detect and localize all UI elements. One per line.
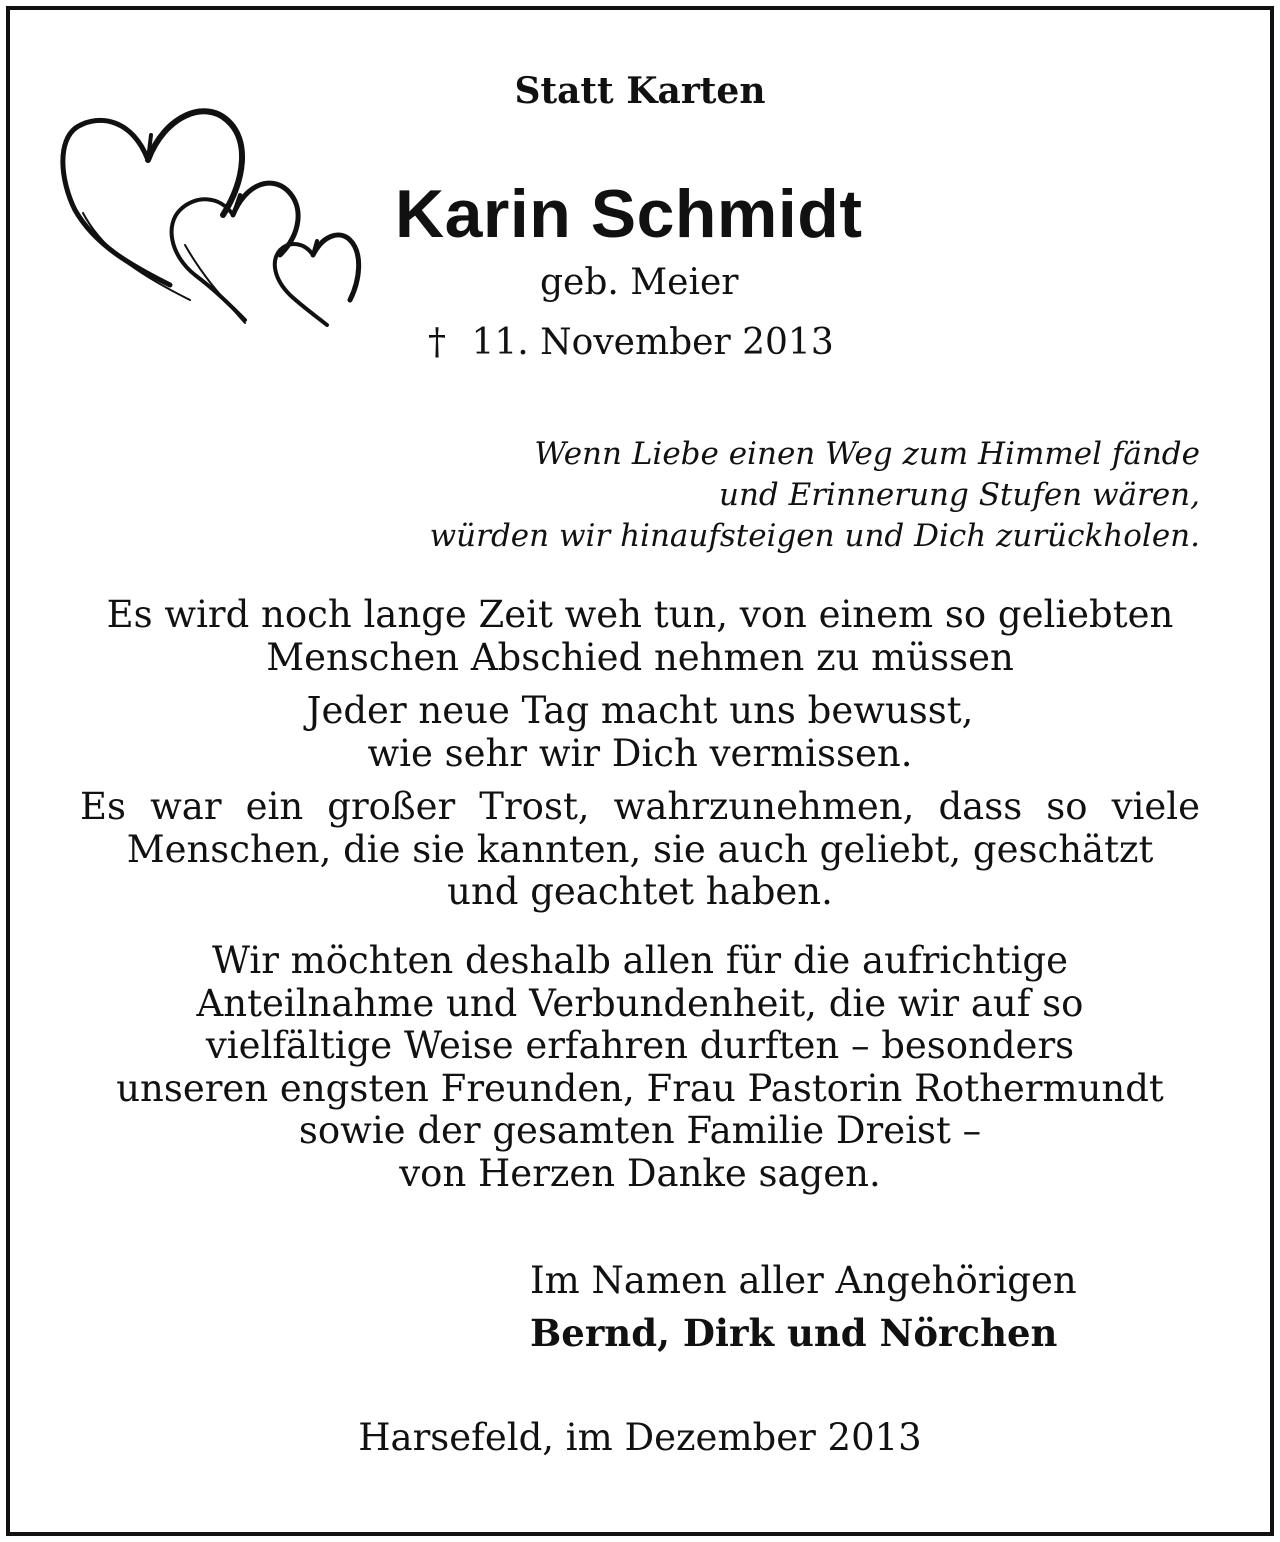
death-date-line: [428, 322, 834, 363]
paragraph-thanks: [80, 940, 1200, 1195]
paragraph-line: Es wird noch lange Zeit weh tun, von einem so geliebten: [106, 593, 1174, 636]
paragraph-line: Menschen, die sie kannten, sie auch geliebt, geschätzt: [126, 827, 1154, 871]
maiden-name: geb. Meier: [540, 262, 739, 303]
paragraph-line: und geachtet haben.: [447, 870, 833, 913]
cross-icon: †: [428, 322, 446, 363]
three-hearts-icon: [55, 95, 375, 340]
paragraph-line: Menschen Abschied nehmen zu müssen: [266, 635, 1014, 679]
signature-names: Bernd, Dirk und Nörchen: [530, 1311, 1058, 1355]
death-date: 11. November 2013: [471, 322, 834, 363]
place-date: Harsefeld, im Dezember 2013: [358, 1416, 922, 1459]
header-note: Statt Karten: [514, 70, 766, 112]
paragraph-line: Anteilnahme und Verbundenheit, die wir auf so: [196, 981, 1084, 1025]
paragraph-line: Jeder neue Tag macht uns bewusst,: [306, 689, 974, 732]
paragraph-line: Es war ein großer Trost, wahrzunehmen, dass so viele: [80, 785, 1200, 828]
paragraph-line: wie sehr wir Dich vermissen.: [367, 731, 913, 775]
poem: [430, 434, 1200, 557]
paragraph-comfort: [80, 786, 1200, 914]
poem-line: Wenn Liebe einen Weg zum Himmel fände: [534, 436, 1200, 472]
poem-line: und Erinnerung Stufen wären,: [718, 477, 1200, 513]
deceased-name: Karin Schmidt: [395, 176, 863, 252]
poem-line: würden wir hinaufsteigen und Dich zurückholen.: [429, 518, 1200, 554]
paragraph-line: unseren engsten Freunden, Frau Pastorin Rothermundt: [116, 1066, 1164, 1110]
paragraph-missing: [80, 690, 1200, 775]
paragraph-line: Wir möchten deshalb allen für die aufrichtige: [212, 939, 1068, 982]
paragraph-line: von Herzen Danke sagen.: [399, 1151, 881, 1195]
paragraph-line: sowie der gesamten Familie Dreist –: [298, 1109, 982, 1152]
paragraph-farewell: [80, 594, 1200, 679]
paragraph-line: vielfältige Weise erfahren durften – besonders: [205, 1024, 1075, 1067]
signature-intro: Im Namen aller Angehörigen: [530, 1259, 1077, 1302]
